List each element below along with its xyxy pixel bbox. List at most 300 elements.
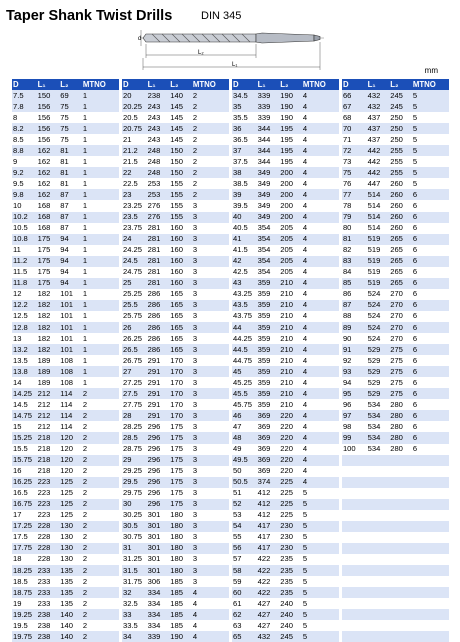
table-cell: 514 [367,200,381,210]
table-cell: 9.2 [12,167,37,178]
table-cell: 1 [82,377,88,387]
table-cell: 185 [169,609,192,620]
table-row [12,410,449,421]
table-cell: 1 [82,256,119,267]
table-cell: 79 [342,212,367,223]
table-row [12,499,449,510]
table-cell: 6 [412,421,418,431]
table-cell: 4 [302,289,308,299]
table-cell: 6 [412,256,449,267]
column-header: D [342,79,367,90]
table-cell: 165 [170,311,183,321]
table-cell [412,598,449,609]
table-cell: 31.75 [122,576,142,586]
table-cell: 243 [147,123,170,134]
table-cell: 56 [232,543,257,554]
table-cell: 4 [302,432,339,443]
table-cell: 218 [37,444,51,454]
table-cell: 175 [37,267,51,277]
table-cell: 5 [302,521,339,532]
table-cell: 150 [169,167,192,178]
table-cell: 205 [280,267,293,277]
table-cell: 243 [147,112,161,122]
table-cell [389,631,412,642]
table-row [12,322,449,333]
table-cell: 524 [367,289,381,299]
table-cell: 168 [37,223,51,233]
table-cell: 1 [82,322,119,333]
table-cell: 45.5 [232,388,257,399]
table-cell: 235 [279,587,302,598]
table-cell: 3 [192,543,229,554]
table-cell: 2 [82,499,119,510]
column-header: MTNO [302,79,339,90]
table-cell: 369 [257,432,280,443]
table-cell: 1 [82,333,88,343]
table-cell: 19.25 [12,609,37,620]
table-cell: 245 [389,101,412,112]
table-cell: 46 [232,410,257,421]
table-cell: 369 [257,421,271,431]
table-cell: 223 [37,477,60,488]
table-cell [389,488,412,499]
table-cell [342,631,367,642]
table-cell: 25.75 [122,311,142,321]
table-cell: 43 [232,278,257,289]
table-cell: 529 [367,355,381,365]
table-cell: 75 [59,123,82,134]
column-header: D [122,79,147,90]
table-cell: 155 [170,200,183,210]
table-cell: 2 [82,399,88,409]
table-cell: 175 [169,432,192,443]
table-cell: 3 [192,499,229,510]
table-cell: 13.8 [12,366,37,377]
table-cell: 524 [367,333,381,343]
table-cell: 120 [60,444,73,454]
table-row [12,333,449,344]
table-cell: 1 [82,267,88,277]
table-cell: 101 [59,322,82,333]
table-cell: 170 [170,377,183,387]
table-cell: 45.75 [232,399,252,409]
column-header: MTNO [192,79,229,90]
flute-length-label: L₂ [198,50,204,56]
table-cell: 165 [169,300,192,311]
table-cell: 280 [390,421,403,431]
table-cell: 16 [13,466,22,476]
table-cell: 162 [37,156,51,166]
table-cell: 125 [60,510,73,520]
table-cell: 108 [60,355,73,365]
table-cell: 155 [169,212,192,223]
table-cell: 175 [37,234,60,245]
table-cell: 3 [192,444,198,454]
table-cell: 4 [302,134,308,144]
table-cell: 369 [257,466,271,476]
table-cell: 228 [37,532,51,542]
table-cell: 1 [82,289,88,299]
table-cell: 243 [147,101,170,112]
table-cell: 175 [169,499,192,510]
table-cell: 81 [342,234,367,245]
table-cell: 125 [59,477,82,488]
table-cell: 205 [279,256,302,267]
table-cell: 175 [37,245,51,255]
table-cell: 3 [192,300,229,311]
table-cell: 24 [122,234,147,245]
table-cell: 4 [302,123,339,134]
table-cell: 31.5 [122,565,147,576]
table-cell: 519 [367,267,381,277]
drill-spec-table [12,79,449,642]
table-cell: 162 [37,178,51,188]
table-row [12,178,449,189]
table-cell: 529 [367,388,390,399]
table-cell: 96 [342,399,352,409]
table-cell: 344 [257,123,280,134]
table-cell: 165 [170,289,183,299]
table-cell: 65 [232,631,257,642]
table-cell: 13 [13,333,22,343]
table-cell: 248 [147,156,161,166]
table-cell: 265 [389,256,412,267]
table-cell: 223 [37,499,60,510]
column-header: L₂ [279,79,302,90]
table-cell: 1 [82,200,88,210]
table-row [12,543,449,554]
units-label: mm [424,66,438,75]
table-cell: 296 [147,455,170,466]
table-cell: 101 [60,333,73,343]
table-cell: 69 [59,90,82,101]
table-cell [412,521,449,532]
table-row [12,455,449,466]
table-cell: 24.25 [122,245,142,255]
table-cell [412,587,449,598]
table-cell: 47 [232,421,242,431]
table-cell: 182 [37,333,51,343]
table-cell: 41 [232,234,257,245]
table-cell: 29.5 [122,477,147,488]
table-cell: 354 [257,223,271,233]
table-cell: 301 [147,554,161,564]
table-row [12,145,449,156]
table-row [12,388,449,399]
table-cell [342,620,367,631]
table-cell: 31.25 [122,554,142,564]
table-cell: 6 [412,344,449,355]
table-cell: 210 [280,355,293,365]
table-cell: 233 [37,587,60,598]
table-cell: 529 [367,344,390,355]
table-cell: 339 [147,631,170,642]
table-cell: 210 [280,289,293,299]
table-cell: 4 [302,223,308,233]
table-cell: 260 [390,223,403,233]
table-cell: 14.5 [13,399,28,409]
table-cell: 2 [82,620,88,630]
table-cell: 27.25 [122,377,142,387]
table-cell: 200 [280,178,293,188]
table-cell: 349 [257,212,280,223]
table-cell: 3 [192,245,198,255]
table-cell: 23 [122,189,147,200]
table-row [12,311,449,322]
drill-diagram [138,24,328,74]
table-cell: 233 [37,576,51,586]
table-cell: 31 [122,543,147,554]
table-row [12,134,449,145]
table-cell: 45 [232,366,257,377]
table-cell: 101 [60,289,73,299]
table-cell: 165 [170,333,183,343]
table-cell: 189 [37,355,51,365]
table-cell: 4 [302,366,339,377]
table-cell: 218 [37,455,60,466]
table-cell: 205 [279,234,302,245]
table-cell: 291 [147,355,161,365]
table-cell: 180 [170,554,183,564]
table-cell: 4 [302,444,308,454]
table-cell: 2 [82,543,119,554]
table-cell: 92 [342,355,352,365]
table-cell: 210 [279,366,302,377]
table-cell [367,521,390,532]
table-cell: 16.5 [13,488,28,498]
table-cell: 145 [170,134,183,144]
table-cell: 8.5 [13,134,24,144]
table-cell: 5 [302,598,308,608]
table-cell: 190 [279,90,302,101]
table-cell: 80 [342,223,352,233]
table-cell: 306 [147,576,161,586]
table-cell: 519 [367,245,381,255]
table-cell: 21.5 [122,156,138,166]
table-cell: 4 [302,90,339,101]
table-cell: 175 [169,477,192,488]
table-cell: 5 [412,112,418,122]
table-cell [412,488,449,499]
table-cell [367,510,390,521]
table-cell: 182 [37,322,60,333]
table-row [12,278,449,289]
table-cell: 291 [147,366,170,377]
table-cell: 39 [232,189,257,200]
table-cell: 24.5 [122,256,147,267]
table-cell: 5 [302,488,308,498]
table-cell: 359 [257,322,280,333]
column-header: D [232,79,257,90]
table-cell: 170 [170,355,183,365]
table-cell: 230 [280,532,293,542]
table-cell: 210 [280,377,293,387]
table-cell: 130 [60,554,73,564]
table-cell: 296 [147,444,161,454]
table-cell: 57 [232,554,242,564]
table-cell: 25.25 [122,289,142,299]
table-cell: 38.5 [232,178,248,188]
table-cell: 286 [147,300,170,311]
table-cell: 6 [412,289,418,299]
table-cell: 281 [147,256,170,267]
table-cell: 94 [59,256,82,267]
table-cell: 87 [60,223,69,233]
table-cell: 6 [412,200,418,210]
table-cell: 344 [257,156,271,166]
table-cell: 18 [13,554,22,564]
column-header: L₂ [389,79,412,90]
table-cell: 210 [279,278,302,289]
table-cell: 422 [257,565,280,576]
table-cell: 30 [122,499,147,510]
table-cell: 2 [82,565,119,576]
table-cell: 50.5 [232,477,257,488]
table-cell: 240 [280,620,293,630]
table-cell: 25.5 [122,300,147,311]
table-cell: 301 [147,521,170,532]
table-row [12,444,449,455]
table-cell: 7.5 [12,90,37,101]
table-cell: 5 [412,90,449,101]
table-cell [367,532,390,543]
table-cell: 3 [192,477,229,488]
table-cell: 4 [302,200,308,210]
table-cell: 140 [169,90,192,101]
table-cell: 339 [257,101,280,112]
table-cell: 2 [82,521,119,532]
table-cell: 10.8 [12,234,37,245]
table-cell: 70 [342,123,367,134]
table-cell [342,576,367,587]
table-cell: 9.5 [13,178,24,188]
table-cell: 210 [280,311,293,321]
table-cell: 101 [59,344,82,355]
table-cell: 12.2 [12,300,37,311]
table-cell: 412 [257,510,271,520]
table-cell: 4 [302,344,339,355]
table-cell: 233 [37,565,60,576]
table-cell: 437 [367,112,381,122]
table-cell: 195 [280,156,293,166]
table-row [12,532,449,543]
table-cell: 101 [59,300,82,311]
table-cell: 94 [59,234,82,245]
table-cell: 156 [37,101,60,112]
table-cell: 339 [257,112,271,122]
table-row [12,256,449,267]
table-cell: 59 [232,576,242,586]
table-cell: 28.75 [122,444,142,454]
table-cell: 94 [60,245,69,255]
table-cell: 1 [82,178,88,188]
table-cell: 1 [82,300,119,311]
table-cell [412,631,449,642]
table-cell [412,532,449,543]
table-cell: 427 [257,609,280,620]
table-cell: 349 [257,189,280,200]
table-cell: 61 [232,598,242,608]
table-cell: 220 [279,432,302,443]
table-cell: 334 [147,609,170,620]
table-cell: 6 [412,234,449,245]
table-cell: 75 [60,134,69,144]
table-cell: 2 [192,123,229,134]
table-cell: 33.5 [122,620,138,630]
table-cell: 437 [367,123,390,134]
table-cell: 120 [60,466,73,476]
table-cell: 125 [59,499,82,510]
table-cell [367,598,390,609]
table-cell: 156 [37,112,51,122]
table-cell: 85 [342,278,367,289]
table-cell: 4 [302,410,339,421]
table-cell: 51 [232,488,242,498]
table-cell: 185 [170,598,183,608]
table-cell: 291 [147,377,161,387]
table-cell: 519 [367,278,390,289]
table-cell: 270 [390,333,403,343]
table-cell: 14 [13,377,22,387]
table-cell [389,521,412,532]
table-cell: 2 [192,145,229,156]
table-cell: 3 [192,223,198,233]
table-cell: 10.2 [12,212,37,223]
table-cell: 4 [302,145,339,156]
table-cell [412,620,449,631]
table-cell: 140 [59,631,82,642]
table-cell: 185 [169,587,192,598]
table-cell: 369 [257,455,280,466]
table-cell: 6 [412,245,418,255]
table-cell: 349 [257,167,280,178]
table-cell: 432 [367,101,390,112]
table-cell: 195 [279,145,302,156]
table-cell: 6 [412,410,449,421]
table-cell: 4 [302,311,308,321]
table-cell: 32.5 [122,598,138,608]
table-cell: 3 [192,200,198,210]
table-cell: 281 [147,223,161,233]
table-cell: 90 [342,333,352,343]
table-cell: 2 [192,167,229,178]
table-cell: 50 [232,466,242,476]
table-cell: 519 [367,256,390,267]
table-cell: 73 [342,156,352,166]
table-cell: 18.5 [13,576,28,586]
table-cell: 3 [192,311,198,321]
table-cell: 53 [232,510,242,520]
page-title: Taper Shank Twist Drills [6,8,173,24]
table-cell: 87 [59,212,82,223]
table-cell: 18.25 [12,565,37,576]
table-cell: 270 [389,322,412,333]
table-cell: 2 [192,90,229,101]
table-cell: 15.5 [13,444,28,454]
table-cell: 130 [59,521,82,532]
table-cell: 1 [82,245,88,255]
table-cell: 534 [367,432,390,443]
table-cell: 3 [192,421,198,431]
table-cell: 354 [257,256,280,267]
table-cell: 442 [367,156,381,166]
table-cell: 296 [147,421,161,431]
table-cell: 29.25 [122,466,142,476]
table-cell: 125 [60,488,73,498]
table-cell: 210 [280,333,293,343]
table-cell: 175 [37,278,60,289]
table-cell: 4 [302,101,339,112]
